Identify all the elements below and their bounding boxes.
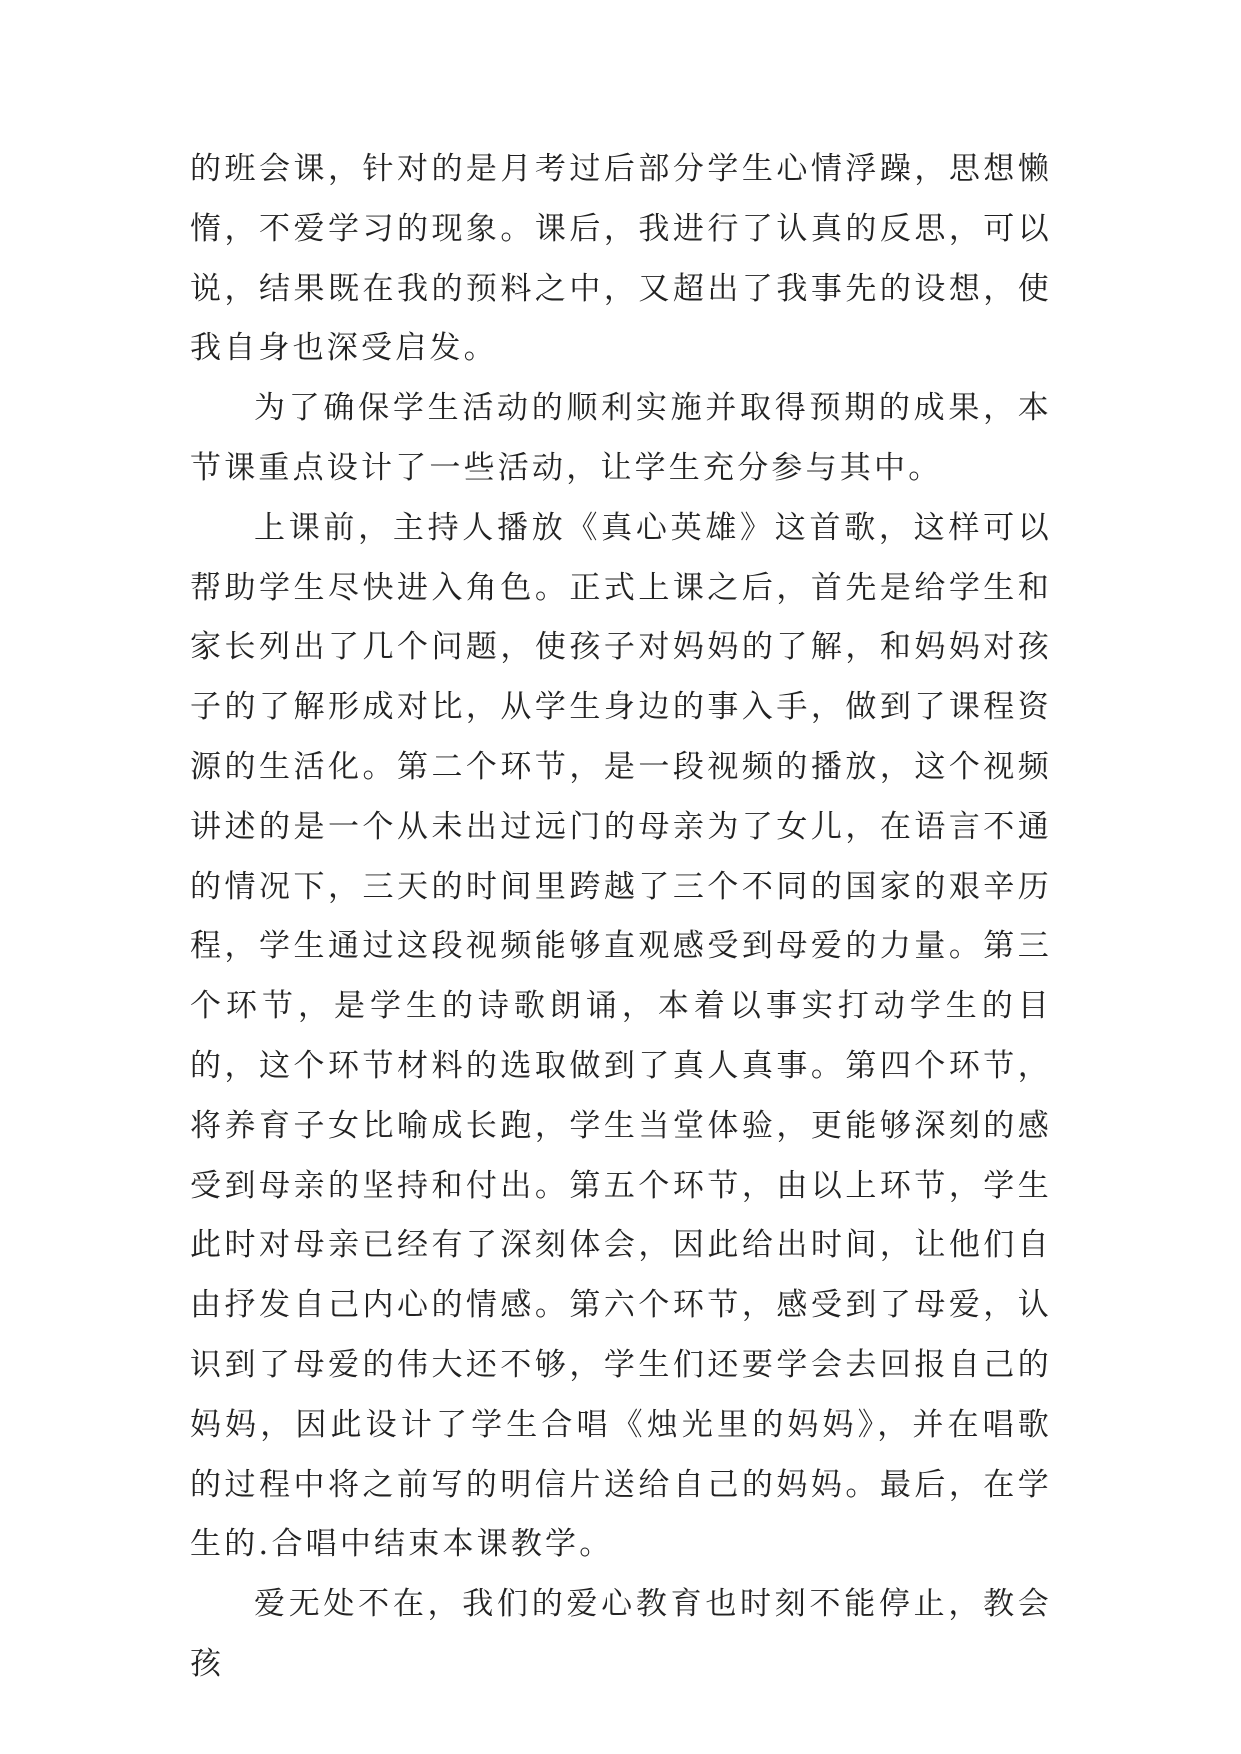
paragraph-1: 的班会课，针对的是月考过后部分学生心情浮躁，思想懒惰，不爱学习的现象。课后，我进行了认真的反思，可以说，结果既在我的预料之中，又超出了我事先的设想，使我自身也深受启发。	[190, 151, 1052, 367]
paragraph-3: 上课前，主持人播放《真心英雄》这首歌，这样可以帮助学生尽快进入角色。正式上课之后，首先是给学生和家长列出了几个问题，使孩子对妈妈的了解，和妈妈对孩子的了解形成对比，从学生身边的事入手，做到了课程资源的生活化。第二个环节，是一段视频的播放，这个视频讲述的是一个从未出过远门的母亲为了女儿，在语言不通的情况下，三天的时间里跨越了三个不同的国家的艰辛历程，学生通过这段视频能够直观感受到母爱的力量。第三个环节，是学生的诗歌朗诵，本着以事实打动学生的目的，这个环节材料的选取做到了真人真事。第四个环节，将养育子女比喻成长跑，学生当堂体验，更能够深刻的感受到母亲的坚持和付出。第五个环节，由以上环节，学生此时对母亲已经有了深刻体会，因此给出时间，让他们自由抒发自己内心的情感。第六个环节，感受到了母爱，认识到了母爱的伟大还不够，学生们还要学会去回报自己的妈妈，因此设计了学生合唱《烛光里的妈妈》，并在唱歌的过程中将之前写的明信片送给自己的妈妈。最后，在学生的.合唱中结束本课教学。	[190, 509, 1052, 1563]
paragraph-4: 爱无处不在，我们的爱心教育也时刻不能停止，教会孩	[190, 1586, 1052, 1682]
paragraph-2: 为了确保学生活动的顺利实施并取得预期的成果，本节课重点设计了一些活动，让学生充分参与其中。	[190, 390, 1052, 486]
document-page	[190, 140, 1052, 1695]
